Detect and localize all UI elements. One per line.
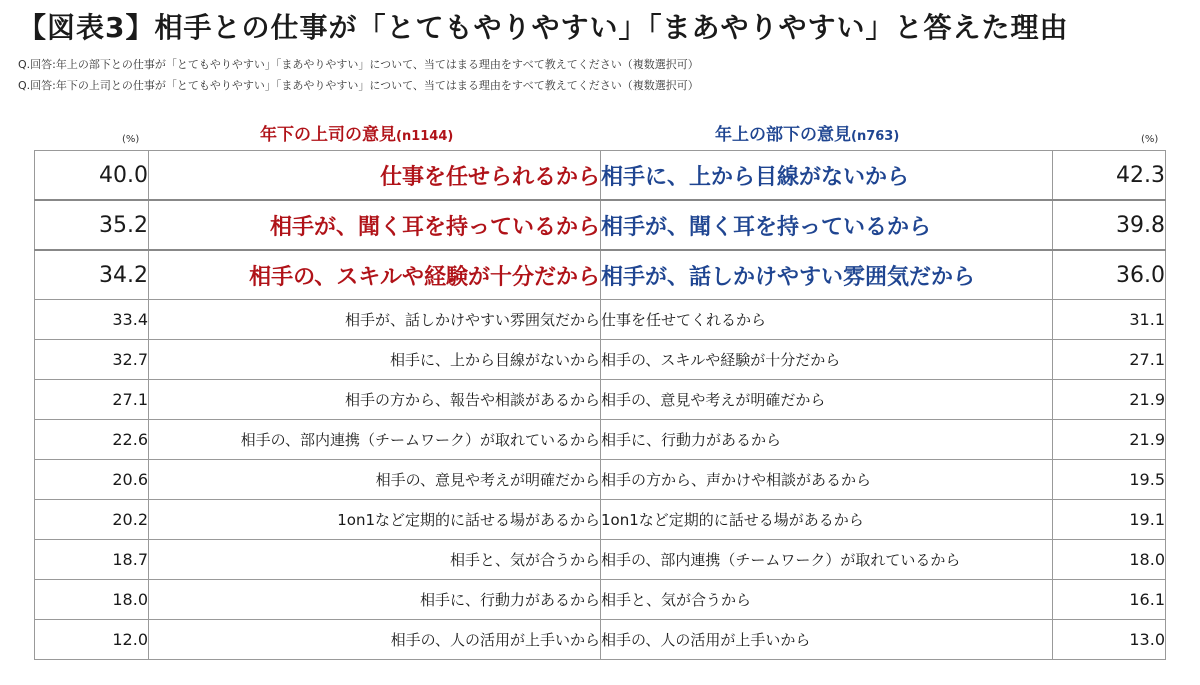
left-value-cell: 34.2 (35, 250, 149, 300)
table-row (35, 380, 1166, 420)
right-value-cell: 27.1 (1053, 340, 1166, 380)
left-column-label: 年下の上司の意見 (260, 125, 396, 145)
left-value-cell: 12.0 (35, 620, 149, 660)
table-row (35, 580, 1166, 620)
right-value-cell: 42.3 (1053, 151, 1166, 201)
right-reason-cell: 相手の方から、声かけや相談があるから (601, 460, 1053, 500)
right-value-cell: 21.9 (1053, 380, 1166, 420)
right-value-cell: 39.8 (1053, 200, 1166, 250)
left-value-cell: 35.2 (35, 200, 149, 250)
left-value-cell: 18.0 (35, 580, 149, 620)
right-value-cell: 19.5 (1053, 460, 1166, 500)
table-row (35, 200, 1166, 250)
right-reason-cell: 相手の、スキルや経験が十分だから (601, 340, 1053, 380)
right-value-cell: 36.0 (1053, 250, 1166, 300)
right-reason-cell: 相手の、部内連携（チームワーク）が取れているから (601, 540, 1053, 580)
right-column-label: 年上の部下の意見 (715, 125, 851, 145)
right-reason-cell: 相手が、話しかけやすい雰囲気だから (601, 250, 1053, 300)
right-value-cell: 13.0 (1053, 620, 1166, 660)
question-text-1: Q.回答:年上の部下との仕事が「とてもやりやすい」「まあやりやすい」について、当てはまる理由をすべて教えてください（複数選択可） (18, 58, 699, 71)
table-row (35, 151, 1166, 201)
table-body (35, 151, 1166, 660)
left-value-cell: 32.7 (35, 340, 149, 380)
table-row (35, 340, 1166, 380)
right-reason-cell: 相手の、人の活用が上手いから (601, 620, 1053, 660)
right-reason-cell: 相手に、上から目線がないから (601, 151, 1053, 201)
right-value-cell: 21.9 (1053, 420, 1166, 460)
left-column-n: (n1144) (396, 129, 454, 144)
right-column-n: (n763) (851, 129, 900, 144)
right-reason-cell: 仕事を任せてくれるから (601, 300, 1053, 340)
left-reason-cell: 仕事を任せられるから (149, 151, 601, 201)
right-value-cell: 19.1 (1053, 500, 1166, 540)
left-reason-cell: 相手に、上から目線がないから (149, 340, 601, 380)
right-reason-cell: 相手の、意見や考えが明確だから (601, 380, 1053, 420)
left-reason-cell: 相手と、気が合うから (149, 540, 601, 580)
left-value-cell: 18.7 (35, 540, 149, 580)
right-unit-label: (%) (1141, 134, 1159, 145)
right-reason-cell: 1on1など定期的に話せる場があるから (601, 500, 1053, 540)
right-value-cell: 18.0 (1053, 540, 1166, 580)
right-reason-cell: 相手と、気が合うから (601, 580, 1053, 620)
left-reason-cell: 相手の、意見や考えが明確だから (149, 460, 601, 500)
right-value-cell: 16.1 (1053, 580, 1166, 620)
left-reason-cell: 相手が、聞く耳を持っているから (149, 200, 601, 250)
left-reason-cell: 相手の方から、報告や相談があるから (149, 380, 601, 420)
comparison-table (34, 150, 1166, 660)
left-reason-cell: 相手に、行動力があるから (149, 580, 601, 620)
table-row (35, 420, 1166, 460)
left-value-cell: 22.6 (35, 420, 149, 460)
left-reason-cell: 相手の、スキルや経験が十分だから (149, 250, 601, 300)
table-row (35, 300, 1166, 340)
table-row (35, 250, 1166, 300)
left-value-cell: 20.2 (35, 500, 149, 540)
left-reason-cell: 相手の、人の活用が上手いから (149, 620, 601, 660)
table-row (35, 460, 1166, 500)
left-column-header (260, 120, 453, 145)
left-unit-label: (%) (122, 134, 140, 145)
left-reason-cell: 相手が、話しかけやすい雰囲気だから (149, 300, 601, 340)
table-row (35, 540, 1166, 580)
right-reason-cell: 相手に、行動力があるから (601, 420, 1053, 460)
table-row (35, 500, 1166, 540)
right-value-cell: 31.1 (1053, 300, 1166, 340)
left-reason-cell: 1on1など定期的に話せる場があるから (149, 500, 601, 540)
left-value-cell: 20.6 (35, 460, 149, 500)
right-reason-cell: 相手が、聞く耳を持っているから (601, 200, 1053, 250)
left-value-cell: 27.1 (35, 380, 149, 420)
chart-title: 【図表3】相手との仕事が「とてもやりやすい」「まあやりやすい」と答えた理由 (18, 11, 1069, 44)
right-column-header (715, 120, 899, 145)
table-row (35, 620, 1166, 660)
left-value-cell: 33.4 (35, 300, 149, 340)
question-text-2: Q.回答:年下の上司との仕事が「とてもやりやすい」「まあやりやすい」について、当てはまる理由をすべて教えてください（複数選択可） (18, 79, 699, 92)
left-reason-cell: 相手の、部内連携（チームワーク）が取れているから (149, 420, 601, 460)
left-value-cell: 40.0 (35, 151, 149, 201)
